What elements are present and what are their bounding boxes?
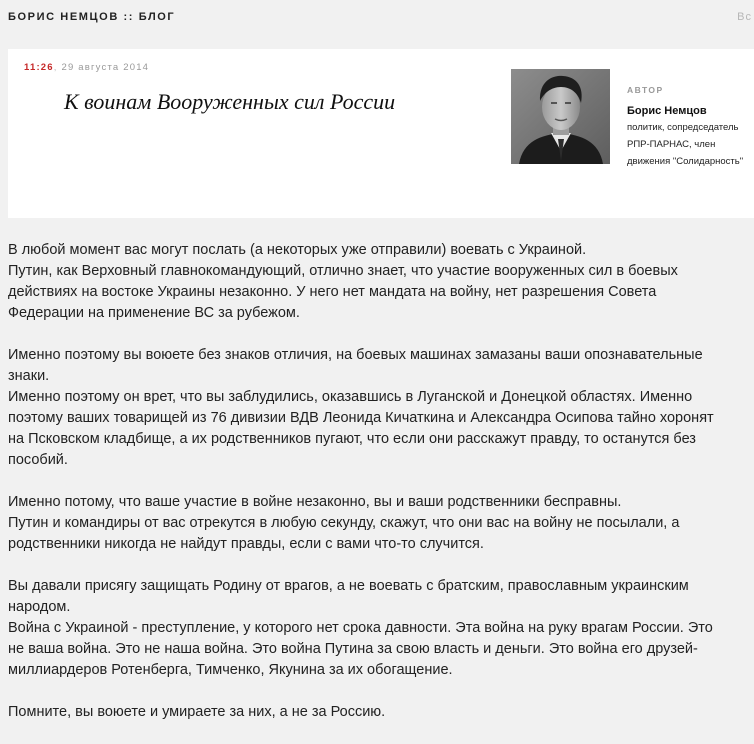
author-avatar[interactable] bbox=[511, 69, 610, 164]
article-paragraph: Помните, вы воюете и умираете за них, а не за Россию. bbox=[8, 704, 386, 720]
post-header-card bbox=[8, 49, 754, 218]
post-time: 11:26 bbox=[24, 62, 54, 73]
blog-title-link[interactable]: БОРИС НЕМЦОВ :: БЛОГ bbox=[8, 11, 176, 23]
article-paragraph: В любой момент вас могут послать (а некоторых уже отправили) воевать с Украиной. Путин, как Верховный главнокомандующий, отлично знает, что участие вооруженных сил в боевых действиях на востоке Украины незаконно. У него нет мандата на войну, нет разрешения Совета Федерации на применение ВС за рубежом. bbox=[8, 242, 678, 321]
author-info bbox=[627, 85, 747, 170]
author-label: АВТОР bbox=[627, 85, 664, 95]
author-portrait-icon bbox=[511, 69, 610, 164]
article-body bbox=[8, 240, 728, 744]
meta-separator: , bbox=[53, 62, 58, 73]
top-bar bbox=[0, 0, 754, 36]
author-description: политик, сопредседатель РПР-ПАРНАС, член движения "Солидарность" bbox=[627, 122, 744, 167]
author-name-link[interactable]: Борис Немцов bbox=[627, 105, 707, 117]
post-meta bbox=[24, 62, 149, 73]
post-date: 29 августа 2014 bbox=[61, 62, 150, 73]
article-paragraph: Именно поэтому вы воюете без знаков отличия, на боевых машинах замазаны ваши опознавательные знаки. Именно поэтому он врет, что вы заблудились, оказавшись в Луганской и Донецкой областях. Именно поэтому ваших товарищей из 76 дивизии ВДВ Леонида Кичаткина и Александра Осипова тайно хоронят на Псковском кладбище, а их родственников пугают, что если они расскажут правду, то останутся без пособий. bbox=[8, 347, 714, 468]
article-paragraph: Именно потому, что ваше участие в войне незаконно, вы и ваши родственники бесправны. Путин и командиры от вас отрекутся в любую секунду, скажут, что они вас на войну не посылали, а родственники никогда не найдут правды, если с вами что-то случится. bbox=[8, 494, 680, 552]
post-title: К воинам Вооруженных сил России bbox=[64, 89, 396, 114]
top-nav-link[interactable]: Вс bbox=[737, 11, 752, 23]
article-paragraph: Вы давали присягу защищать Родину от врагов, а не воевать с братским, православным украинским народом. Война с Украиной - преступление, у которого нет срока давности. Эта война на руку врагам России. Это не ваша война. Это не наша война. Это война Путина за свою власть и деньги. Это война его друзей-миллиардеров Ротенберга, Тимченко, Якунина за их обогащение. bbox=[8, 578, 713, 678]
